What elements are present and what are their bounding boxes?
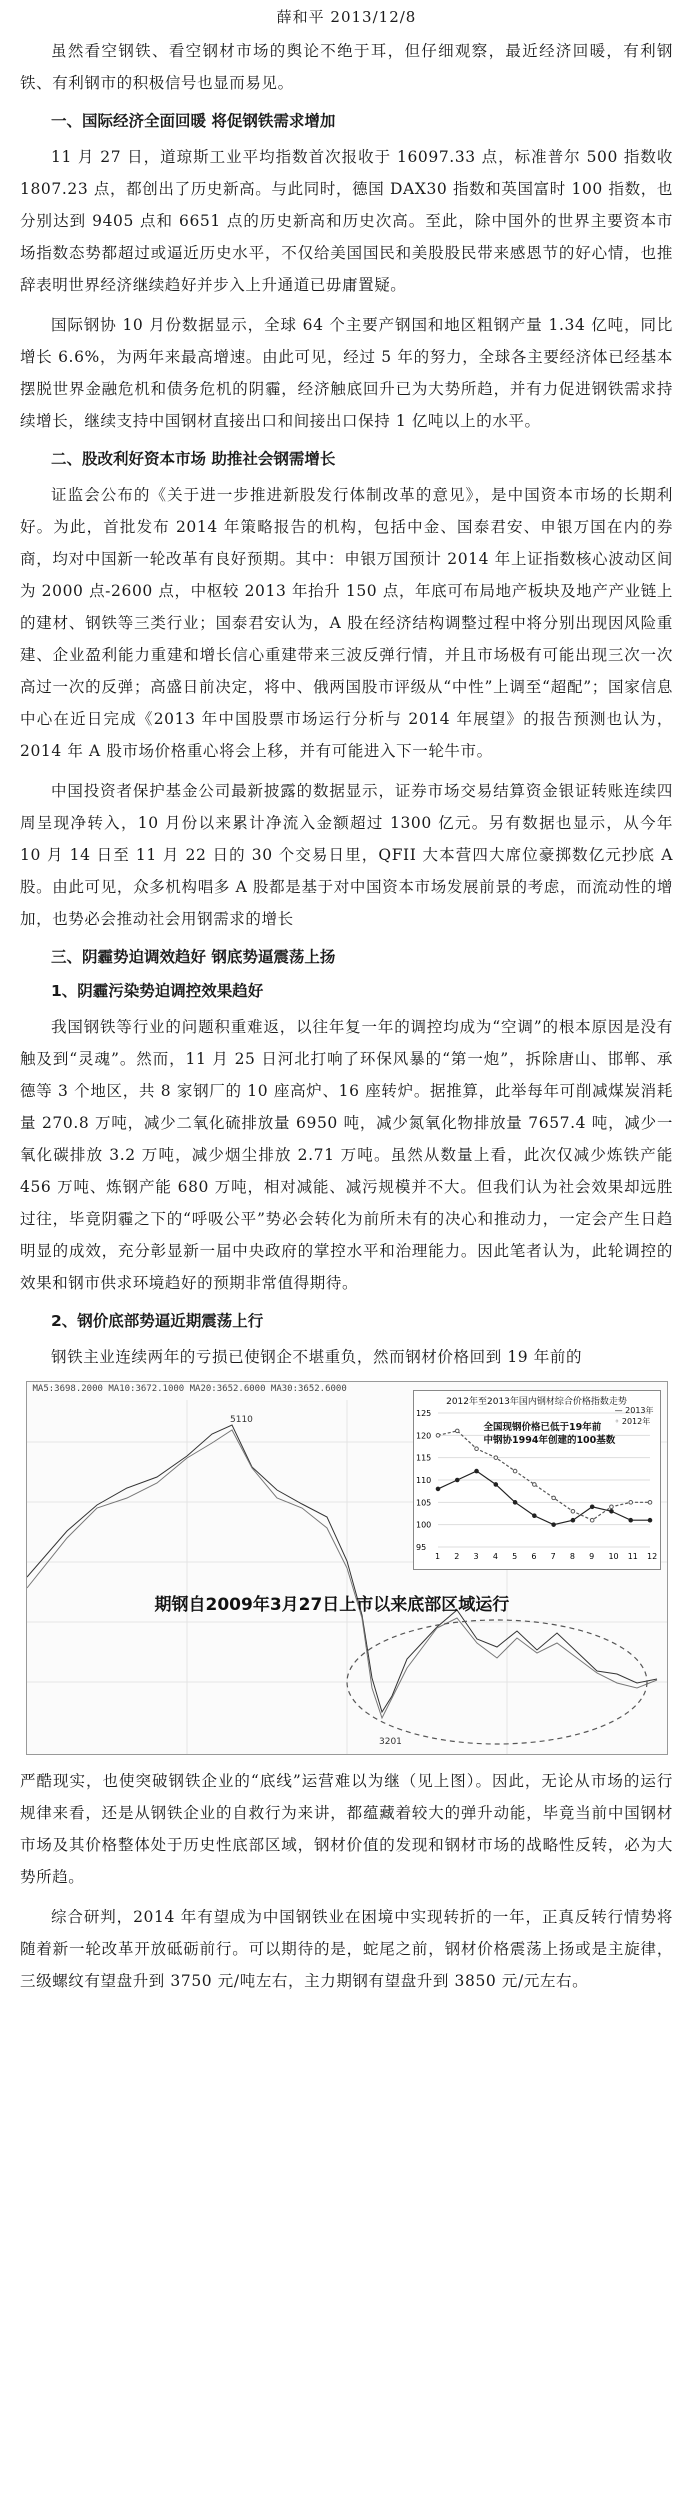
inset-y-tick: 95 <box>415 1543 426 1552</box>
section-1-heading: 一、国际经济全面回暖 将促钢铁需求增加 <box>51 112 336 130</box>
inset-data-point <box>571 1509 575 1513</box>
intro-paragraph: 虽然看空钢铁、看空钢材市场的舆论不绝于耳，但仔细观察，最近经济回暖，有利钢铁、有利钢市的积极信号也显而易见。 <box>20 42 673 92</box>
inset-note-line-1: 全国现钢价格已低于19年前 <box>483 1422 602 1433</box>
section-2-paragraph-2: 中国投资者保护基金公司最新披露的数据显示，证券市场交易结算资金银证转账连续四周呈现净转入，10 月份以来累计净流入金额超过 1300 亿元。另有数据也显示，从今年 10 月 14 日至 11 月 22 日的 30 个交易日里，QFII 大本营四大席位豪掷数亿元抄底 A 股。由此可见，众多机构唱多 A 股都是基于对中国资本市场发展前景的考虑，而流动性的增加，也势必会推动社会用钢需求的增长 <box>20 782 673 928</box>
inset-y-tick: 120 <box>415 1431 431 1441</box>
section-2-paragraph-1: 证监会公布的《关于进一步推进新股发行体制改革的意见》，是中国资本市场的长期利好。为此，首批发布 2014 年策略报告的机构，包括中金、国泰君安、申银万国在内的券商，均对中国新一轮改革有良好预期。其中：申银万国预计 2014 年上证指数核心波动区间为 2000 点-2600 点，中枢较 2013 年抬升 150 点，年底可布局地产板块及地产产业链上的建材、钢铁等三类行业；国泰君安认为，A 股在经济结构调整过程中将分别出现因风险重建、企业盈利能力重建和增长信心重建带来三波反弹行情，并且市场极有可能出现三次一次高过一次的反弹；高盛日前决定，将中、俄两国股市评级从“中性”上调至“超配”；国家信息中心在近日完成《2013 年中国股票市场运行分析与 2014 年展望》的报告预测也认为，2014 年 A 股市场价格重心将会上移，并有可能进入下一轮牛市。 <box>20 486 673 760</box>
inset-note-line-2: 中钢协1994年创建的100基数 <box>483 1435 616 1446</box>
inset-data-point <box>551 1523 555 1527</box>
inset-y-tick: 125 <box>415 1409 431 1418</box>
inset-x-tick: 6 <box>530 1552 536 1561</box>
inset-chart <box>413 1390 661 1570</box>
legend-2012: 2012年 <box>621 1417 651 1426</box>
inset-data-point <box>648 1501 652 1505</box>
inset-data-point <box>436 1434 440 1438</box>
inset-series-line-0 <box>438 1471 650 1525</box>
inset-x-tick: 12 <box>646 1552 657 1561</box>
inset-y-tick: 110 <box>415 1476 431 1485</box>
inset-x-tick: 5 <box>511 1552 517 1561</box>
subsection-3-2-paragraph-3: 综合研判，2014 年有望成为中国钢铁业在困境中实现转折的一年，正真反转行情势将随着新一轮改革开放砥砺前行。可以期待的是，蛇尾之前，钢材价格震荡上扬或是主旋律，三级螺纹有望盘升到 3750 元/吨左右，主力期钢有望盘升到 3850 元/元左右。 <box>20 1908 673 1990</box>
inset-data-point <box>494 1456 498 1460</box>
section-1-paragraph-2: 国际钢协 10 月份数据显示，全球 64 个主要产钢国和地区粗钢产量 1.34 亿吨，同比增长 6.6%，为两年来最高增速。由此可见，经过 5 年的努力，全球各主要经济体已经基本摆脱世界金融危机和债务危机的阴霾，经济触底回升已为大势所趋，并有力促进钢铁需求持续增长，继续支持中国钢材直接出口和间接出口保持 1 亿吨以上的水平。 <box>20 316 673 430</box>
inset-data-point <box>532 1514 536 1518</box>
inset-x-tick: 3 <box>473 1552 479 1561</box>
inset-data-point <box>474 1447 478 1451</box>
section-1-paragraph-1: 11 月 27 日，道琼斯工业平均指数首次报收于 16097.33 点，标准普尔 500 指数收 1807.23 点，都创出了历史新高。与此同时，德国 DAX30 指数和英国富时 100 指数，也分别达到 9405 点和 6651 点的历史新高和历史次高。至此，除中国外的世界主要资本市场指数态势都超过或逼近历史水平，不仅给美国国民和美股股民带来感恩节的好心情，也推辞表明世界经济继续趋好并步入上升通道已毋庸置疑。 <box>20 148 673 294</box>
inset-data-point <box>455 1429 459 1433</box>
inset-y-tick: 105 <box>415 1498 431 1508</box>
section-3-heading: 三、阴霾势迫调效趋好 钢底势逼震荡上扬 <box>51 948 336 966</box>
low-price-label: 3201 <box>378 1737 402 1747</box>
inset-data-point <box>436 1487 440 1491</box>
price-chart-figure <box>26 1381 668 1755</box>
chart-annotation: 期钢自2009年3月27日上市以来底部区域运行 <box>154 1595 510 1615</box>
inset-data-point <box>590 1518 594 1522</box>
inset-data-point <box>513 1501 517 1505</box>
subsection-3-1-paragraph-1: 我国钢铁等行业的问题积重难返，以往年复一年的调控均成为“空调”的根本原因是没有触及到“灵魂”。然而，11 月 25 日河北打响了环保风暴的“第一炮”，拆除唐山、邯郸、承德等 3 个地区，共 8 家钢厂的 10 座高炉、16 座转炉。据推算，此举每年可削减煤炭消耗量 270.8 万吨，减少二氧化硫排放量 6950 吨，减少氮氧化物排放量 7657.4 吨，减少一氧化碳排放 3.2 万吨，减少烟尘排放 2.71 万吨。虽然从数量上看，此次仅减少炼铁产能 456 万吨、炼钢产能 680 万吨，相对减能、减污规模并不大。但我们认为社会效果却远胜过往，毕竟阴霾之下的“呼吸公平”势必会转化为前所未有的决心和推动力，一定会产生日趋明显的成效，充分彰显新一届中央政府的掌控水平和治理能力。因此笔者认为，此轮调控的效果和钢市供求环境趋好的预期非常值得期待。 <box>20 1018 673 1292</box>
inset-data-point <box>551 1496 555 1500</box>
inset-data-point <box>609 1509 613 1513</box>
inset-data-point <box>628 1518 632 1522</box>
legend-2013: 2013年 <box>625 1406 654 1415</box>
inset-data-point <box>590 1505 594 1509</box>
inset-x-tick: 10 <box>607 1552 619 1561</box>
inset-data-point <box>628 1501 632 1505</box>
inset-data-point <box>455 1478 459 1482</box>
subsection-3-2-paragraph-2: 严酷现实，也使突破钢铁企业的“底线”运营难以为继（见上图）。因此，无论从市场的运行规律来看，还是从钢铁企业的自救行为来讲，都蕴藏着较大的弹升动能，毕竟当前中国钢材市场及其价格整体处于历史性底部区域，钢材价值的发现和钢材市场的战略性反转，必为大势所趋。 <box>20 1772 673 1886</box>
inset-data-point <box>513 1469 517 1473</box>
byline: 薛和平 2013/12/8 <box>276 8 417 26</box>
chart-header-readout: MA5:3698.2000 MA10:3672.1000 MA20:3652.6000 MA30:3652.6000 <box>32 1384 347 1394</box>
inset-x-tick: 8 <box>569 1552 575 1561</box>
subsection-3-1-heading: 1、阴霾污染势迫调控效果趋好 <box>51 982 264 1000</box>
subsection-3-2-heading: 2、钢价底部势逼近期震荡上行 <box>51 1312 264 1330</box>
section-2-heading: 二、股改利好资本市场 助推社会钢需增长 <box>51 450 336 468</box>
inset-x-tick: 7 <box>550 1552 556 1561</box>
inset-x-tick: 2 <box>453 1552 459 1561</box>
peak-price-label: 5110 <box>229 1415 253 1425</box>
inset-data-point <box>571 1518 575 1522</box>
inset-chart-title: 2012年至2013年国内钢材综合价格指数走势 <box>446 1397 627 1407</box>
inset-data-point <box>474 1469 478 1473</box>
inset-x-tick: 9 <box>588 1552 594 1561</box>
subsection-3-2-paragraph-1: 钢铁主业连续两年的亏损已使钢企不堪重负，然而钢材价格回到 19 年前的 <box>51 1348 583 1366</box>
inset-data-point <box>532 1483 536 1487</box>
inset-data-point <box>648 1518 652 1522</box>
inset-x-tick: 4 <box>492 1552 498 1561</box>
inset-data-point <box>494 1483 498 1487</box>
inset-x-tick: 1 <box>434 1552 440 1561</box>
inset-data-point <box>609 1505 613 1509</box>
inset-y-tick: 115 <box>415 1453 431 1463</box>
inset-y-tick: 100 <box>415 1520 431 1530</box>
inset-x-tick: 11 <box>627 1552 638 1561</box>
inset-note <box>484 1421 616 1447</box>
inset-legend: — 2013年 ◦ 2012年 <box>614 1406 654 1426</box>
